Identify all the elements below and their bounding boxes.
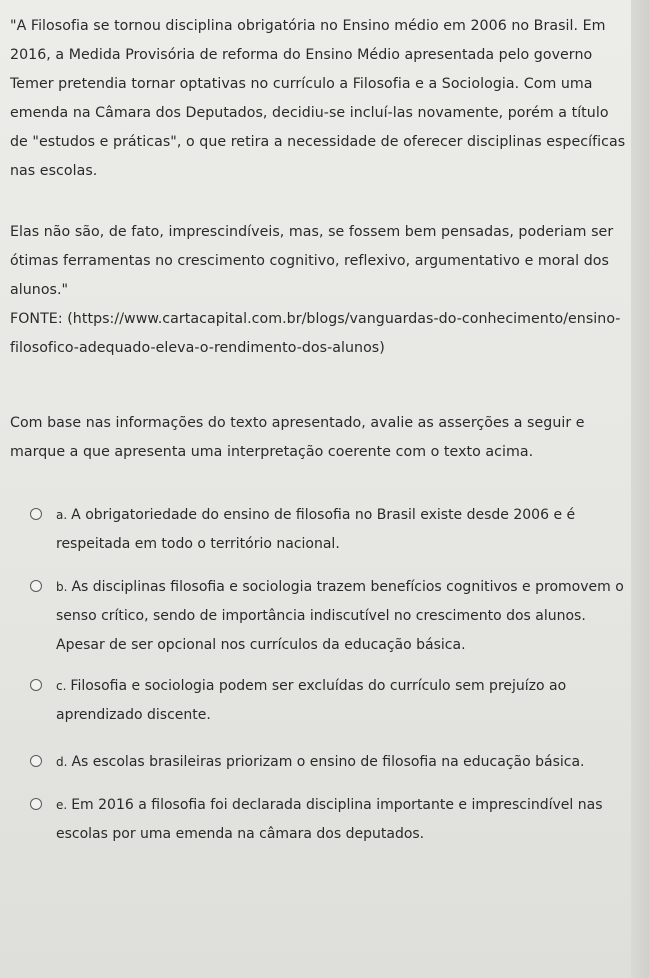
- option-d-text: As escolas brasileiras priorizam o ensino de filosofia na educação básica.: [71, 754, 585, 770]
- radio-button-e[interactable]: [30, 798, 42, 810]
- option-c-letter: c.: [56, 679, 67, 693]
- option-d[interactable]: [10, 748, 630, 777]
- source-citation: FONTE: (https://www.cartacapital.com.br/blogs/vanguardas-do-conhecimento/ensino-filosofico-adequado-eleva-o-rendimento-dos-alunos): [10, 311, 621, 356]
- question-prompt: Com base nas informações do texto apresentado, avalie as asserções a seguir e marque a que apresenta uma interpretação coerente com o texto acima.: [10, 415, 585, 460]
- question-content: [10, 12, 630, 861]
- radio-button-b[interactable]: [30, 580, 42, 592]
- option-d-label: [56, 754, 585, 770]
- option-e-label: [56, 797, 603, 842]
- option-c[interactable]: [10, 672, 630, 730]
- option-e[interactable]: [10, 791, 630, 849]
- option-b[interactable]: [10, 573, 630, 660]
- option-e-text: Em 2016 a filosofia foi declarada disciplina importante e imprescindível nas escolas por uma emenda na câmara dos deputados.: [56, 797, 603, 842]
- option-c-label: [56, 678, 566, 723]
- answer-options: [10, 501, 630, 849]
- option-b-letter: b.: [56, 580, 68, 594]
- page-edge: [631, 0, 649, 978]
- quote-paragraph-2: Elas não são, de fato, imprescindíveis, mas, se fossem bem pensadas, poderiam ser ótimas ferramentas no crescimento cognitivo, reflexivo, argumentativo e moral dos alunos.": [10, 224, 614, 298]
- option-b-label: [56, 579, 624, 653]
- option-a-label: [56, 507, 575, 552]
- radio-button-a[interactable]: [30, 508, 42, 520]
- radio-button-c[interactable]: [30, 679, 42, 691]
- option-b-text: As disciplinas filosofia e sociologia trazem benefícios cognitivos e promovem o senso crítico, sendo de importância indiscutível no crescimento dos alunos. Apesar de ser opcional nos currículos da educação básica.: [56, 579, 624, 653]
- option-e-letter: e.: [56, 798, 68, 812]
- option-a-letter: a.: [56, 508, 68, 522]
- radio-button-d[interactable]: [30, 755, 42, 767]
- option-a[interactable]: [10, 501, 630, 559]
- option-a-text: A obrigatoriedade do ensino de filosofia no Brasil existe desde 2006 e é respeitada em todo o território nacional.: [56, 507, 576, 552]
- quote-paragraph-1: "A Filosofia se tornou disciplina obrigatória no Ensino médio em 2006 no Brasil. Em 2016, a Medida Provisória de reforma do Ensino Médio apresentada pelo governo Temer pretendia tornar optativas no currículo a Filosofia e a Sociologia. Com uma emenda na Câmara dos Deputados, decidiu-se incluí-las novamente, porém a título de "estudos e práticas", o que retira a necessidade de oferecer disciplinas específicas nas escolas.: [10, 18, 626, 179]
- option-d-letter: d.: [56, 755, 68, 769]
- option-c-text: Filosofia e sociologia podem ser excluídas do currículo sem prejuízo ao aprendizado discente.: [56, 678, 567, 723]
